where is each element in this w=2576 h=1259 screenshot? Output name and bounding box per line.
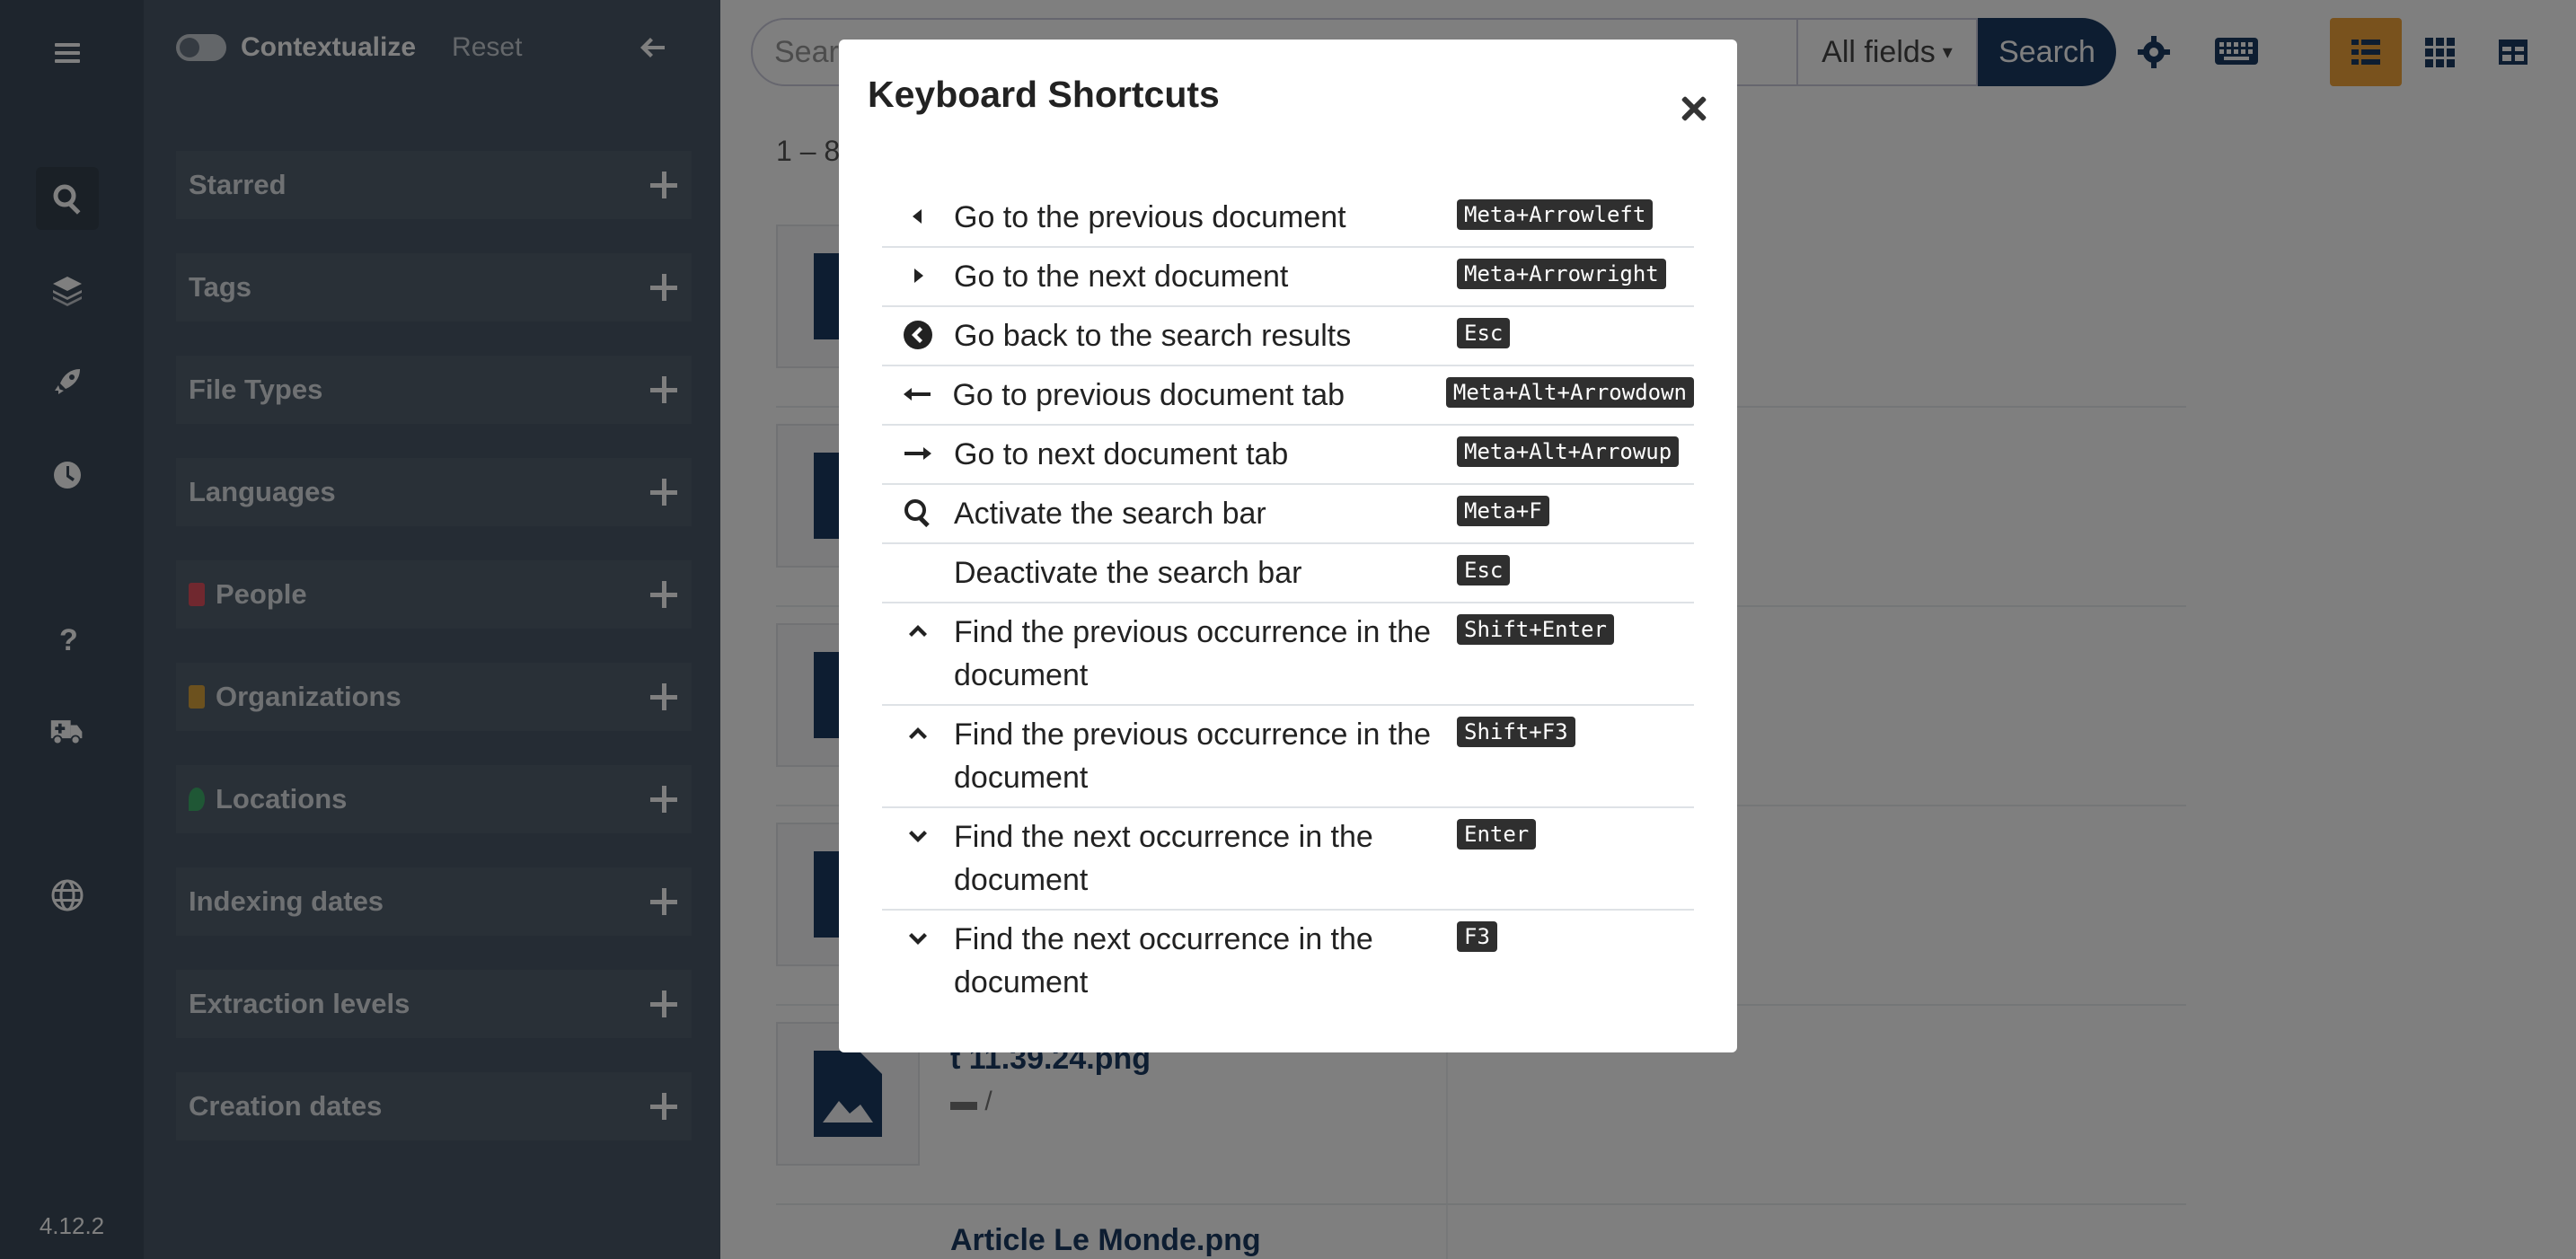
caret-right-icon <box>882 248 954 305</box>
shortcut-row <box>882 706 1694 808</box>
shortcut-row <box>882 426 1694 485</box>
shortcut-row <box>882 366 1694 426</box>
caret-left-icon <box>882 189 954 246</box>
shortcut-key: Shift+Enter <box>1457 614 1614 645</box>
shortcut-key: Esc <box>1457 318 1510 348</box>
shortcut-description: Go back to the search results <box>954 319 1352 353</box>
arrow-left-icon <box>882 366 952 424</box>
shortcut-key: Meta+Alt+Arrowdown <box>1446 377 1694 408</box>
shortcut-row <box>882 485 1694 544</box>
chevron-down-icon <box>882 808 954 909</box>
shortcut-description: Activate the search bar <box>954 497 1266 531</box>
shortcut-key: Meta+F <box>1457 496 1549 526</box>
shortcut-key: Meta+Arrowleft <box>1457 199 1653 230</box>
shortcut-description: Go to the previous document <box>954 200 1346 234</box>
shortcut-row <box>882 544 1694 603</box>
shortcut-key: Enter <box>1457 819 1536 850</box>
shortcut-description: Find the previous occurrence in the document <box>954 615 1432 692</box>
arrow-right-icon <box>882 426 954 483</box>
shortcut-description: Go to next document tab <box>954 437 1289 471</box>
shortcut-key: Meta+Arrowright <box>1457 259 1666 289</box>
shortcut-row <box>882 248 1694 307</box>
modal-title: Keyboard Shortcuts <box>868 74 1220 115</box>
blank-icon <box>882 544 954 602</box>
shortcut-row <box>882 189 1694 248</box>
shortcut-key: Meta+Alt+Arrowup <box>1457 436 1679 467</box>
close-icon[interactable] <box>1678 93 1710 126</box>
shortcut-row <box>882 808 1694 911</box>
chevron-down-icon <box>882 911 954 1011</box>
keyboard-shortcuts-modal <box>839 40 1737 1052</box>
shortcuts-table <box>882 189 1694 1011</box>
shortcut-description: Go to previous document tab <box>952 378 1345 412</box>
shortcut-description: Find the next occurrence in the document <box>954 820 1373 897</box>
shortcut-key: F3 <box>1457 921 1497 952</box>
shortcut-description: Find the next occurrence in the document <box>954 922 1373 999</box>
shortcut-key: Esc <box>1457 555 1510 585</box>
shortcut-row <box>882 603 1694 706</box>
shortcut-row <box>882 307 1694 366</box>
chevron-up-icon <box>882 603 954 704</box>
shortcut-description: Deactivate the search bar <box>954 556 1302 590</box>
circle-chevron-left-icon <box>882 307 954 365</box>
shortcut-key: Shift+F3 <box>1457 717 1575 747</box>
shortcut-row <box>882 911 1694 1011</box>
shortcut-description: Find the previous occurrence in the document <box>954 718 1432 795</box>
shortcut-description: Go to the next document <box>954 260 1289 294</box>
search-icon <box>882 485 954 542</box>
chevron-up-icon <box>882 706 954 806</box>
